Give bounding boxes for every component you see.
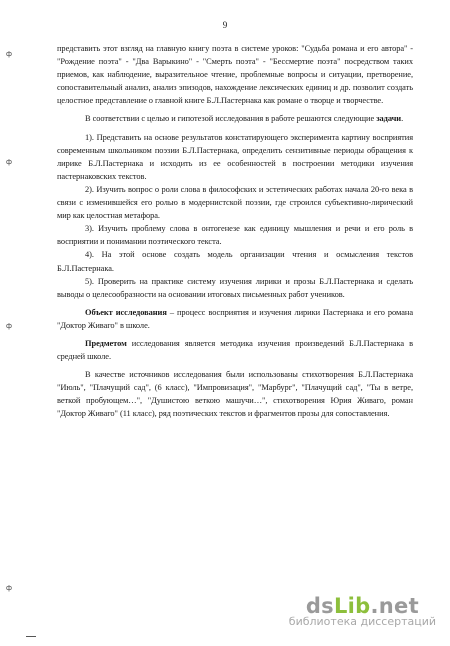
watermark-subtitle: библиотека диссертаций [288,615,436,628]
margin-mark: ф [6,584,12,592]
paragraph [57,183,413,222]
page-number: 9 [222,20,228,30]
paragraph [57,42,413,107]
text-run: – процесс восприятия и изучения лирики Пастернака и его романа "Доктор Живаго" в школе. [57,307,413,330]
text-run: 1). Представить на основе результатов констатирующего эксперимента картину восприятия современным школьником поэзии Б.Л.Пастернака, определить сензитивные периоды обращения к лирике Б.Л.Пастернака и исходить из ее особенностей в построении методики изучения пастернаковских текстов. [57,132,413,181]
paragraph [57,222,413,248]
text-run: представить этот взгляд на главную книгу поэта в системе уроков: "Судьба романа и его автора" - "Рождение поэта" - "Два Варыкино" - "Смерть поэта" - "Бессмертие поэта" посредством таких приемов, как наблюдение, выразительное чтение, проблемные вопросы и ситуации, претворение, сопоставительный анализ, анализ эпизодов, нахождение лексических единиц и др. позволит создать целостное представление о главной книге Б.Л.Пастернака как романе о творце и творчестве. [57,44,413,106]
paragraph [57,131,413,183]
margin-mark: ф [6,322,12,330]
document-body [57,42,413,421]
text-run: 3). Изучить проблему слова в онтогенезе как единицу мышления и речи и его роль в восприятии и понимании поэтического текста. [57,224,413,247]
bold-term: Предметом [85,338,127,348]
text-run: исследования является методика изучения произведений Б.Л.Пастернака в средней школе. [57,338,413,362]
text-run: 4). На этой основе создать модель организации чтения и осмысления текстов Б.Л.Пастернака. [57,250,413,273]
paragraph [57,112,413,125]
margin-mark: ф [6,50,12,58]
margin-mark: ф [6,158,12,166]
text-run: В соответствии с целью и гипотезой исследования в работе решаются следующие [85,114,377,124]
footer-dash [26,636,36,637]
paragraph [57,368,413,420]
text-run: В качестве источников исследования были использованы стихотворения Б.Л.Пастернака "Июль", "Плачущий сад", (6 класс), "Импровизация", "Марбург", "Плачущий сад", "Ты в ветре, веткой пробующем…", "Душистою веткою машучи…", стихотворения Юрия Живаго, роман "Доктор Живаго" (11 класс), ряд поэтических текстов и фрагментов прозы для сопоставления. [57,370,413,419]
watermark-logo: dsLib.net [305,594,419,618]
bold-term: задачи [376,114,402,124]
text-run: . [401,114,404,124]
paragraph [57,306,413,332]
paragraph [57,248,413,274]
bold-term: Объект исследования [85,307,167,317]
paragraph [57,275,413,301]
paragraph [57,337,413,363]
text-run: 5). Проверить на практике систему изучения лирики и прозы Б.Л.Пастернака и сделать выводы о целесообразности на основании итоговых письменных работ учеников. [57,276,413,299]
watermark [289,594,436,628]
text-run: 2). Изучить вопрос о роли слова в философских и эстетических работах начала 20-го века в связи с изменившейся его ролью в модернистской поэзии, где строился субъективно-лирический мир как целостная метафора. [57,184,413,221]
